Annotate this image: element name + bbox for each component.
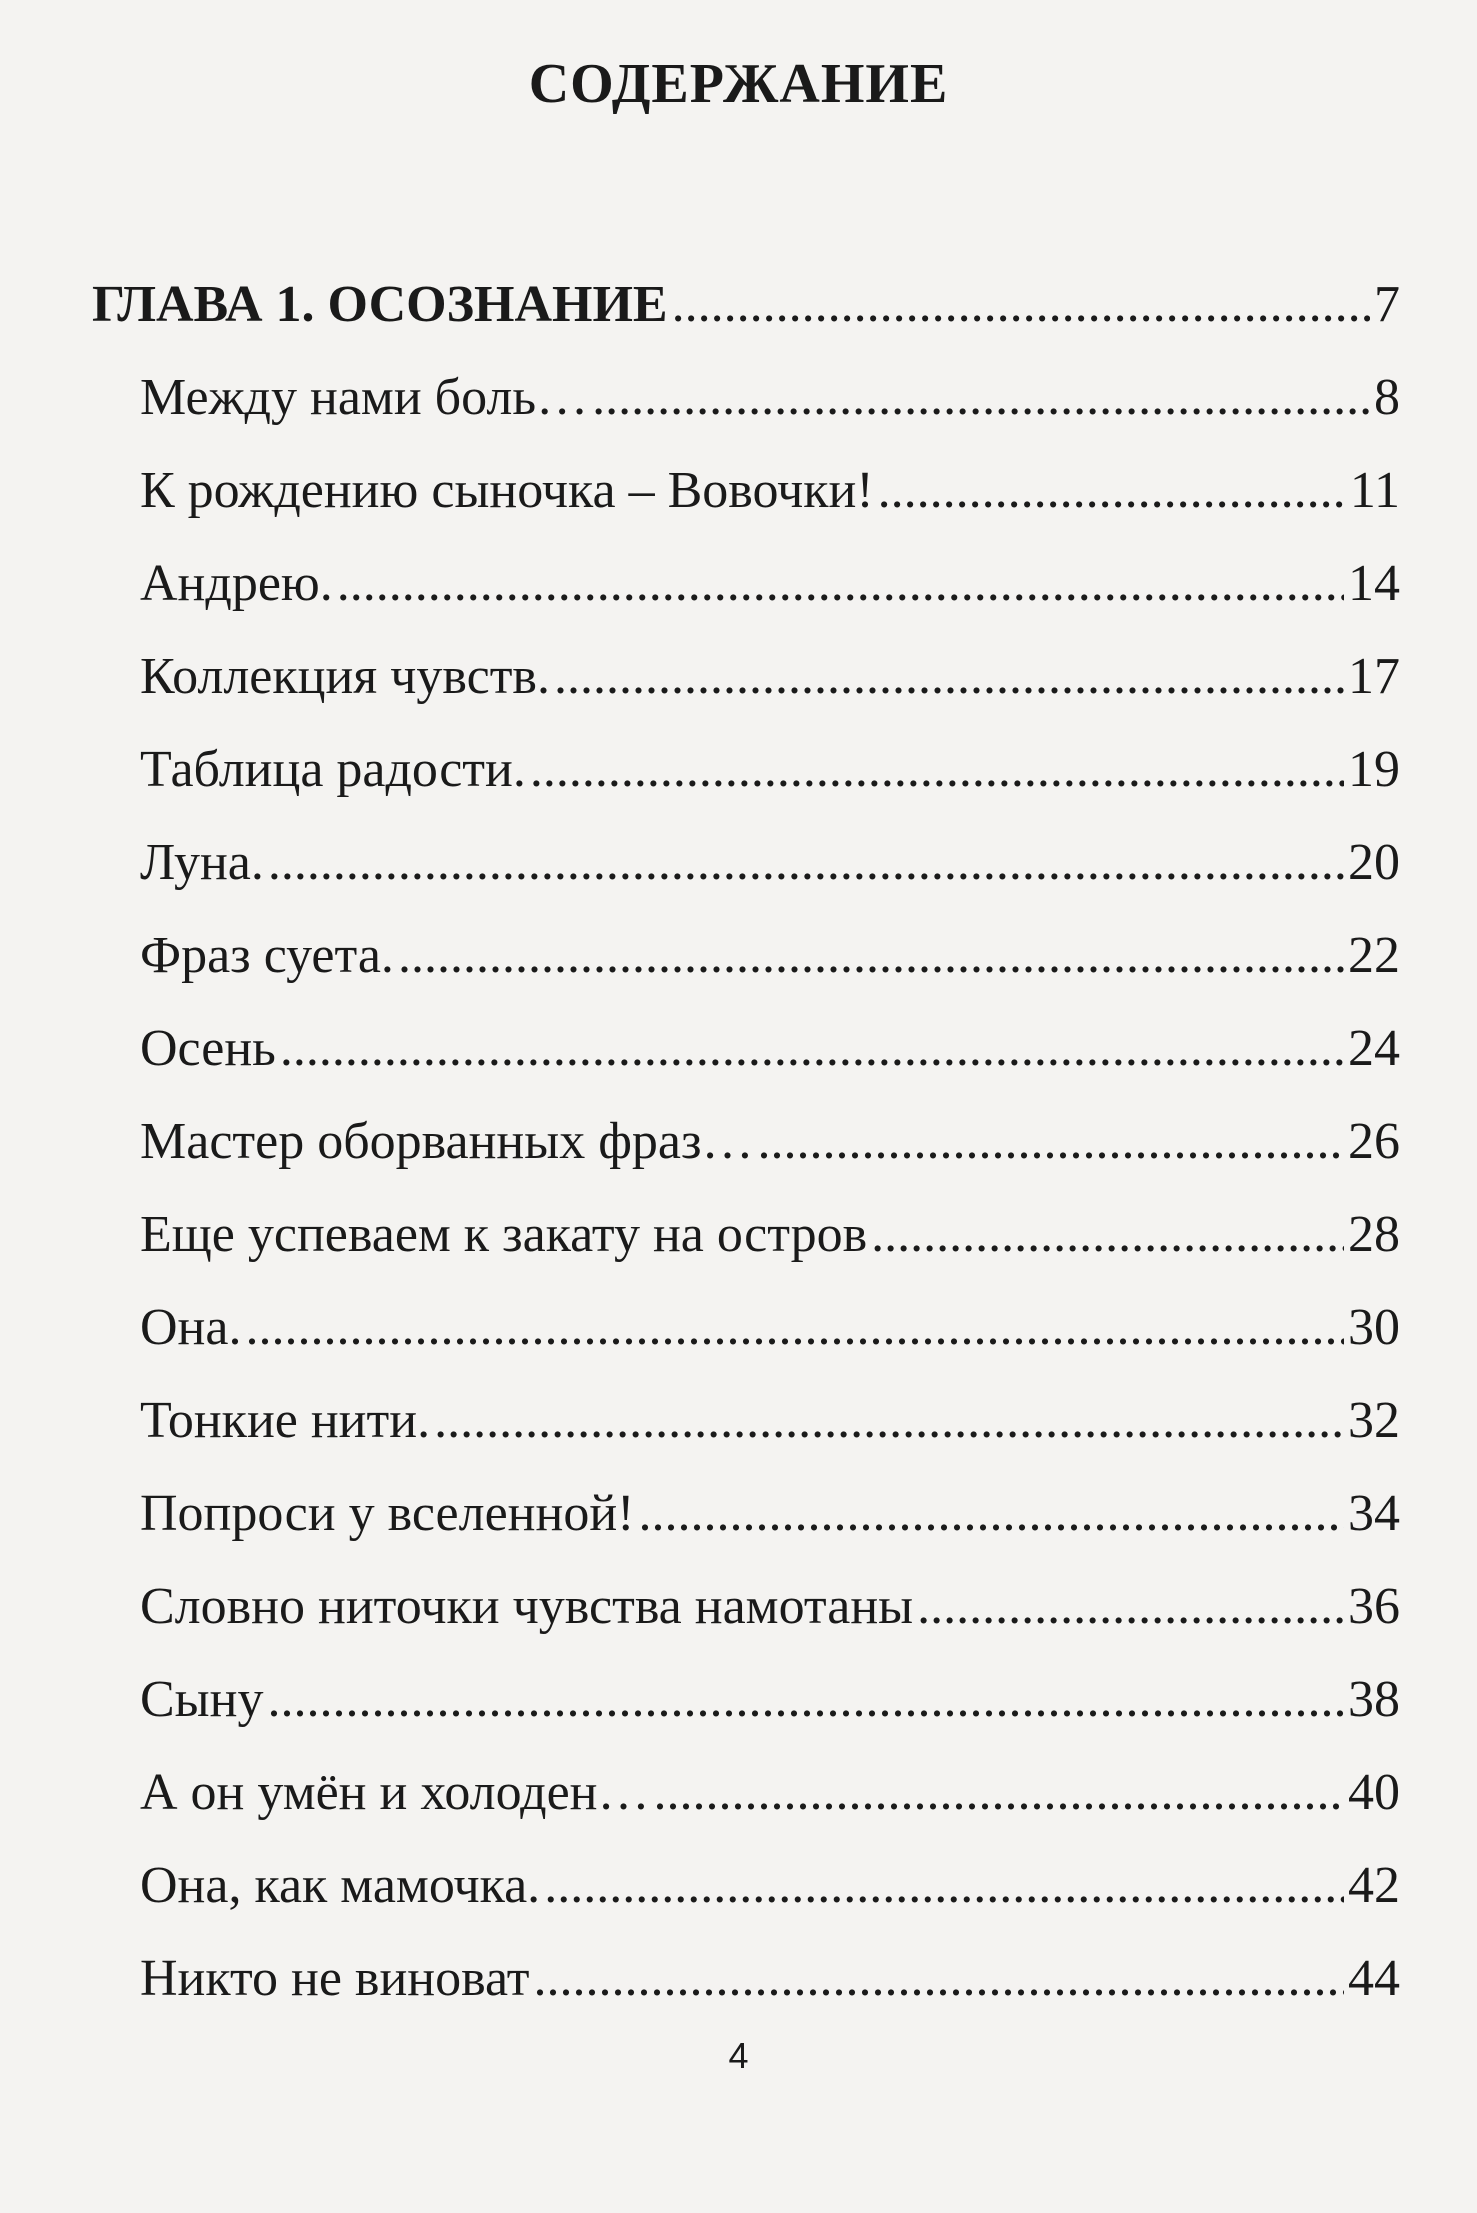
toc-entry-page: 26 — [1348, 1113, 1400, 1170]
toc-entry-title: Она. — [140, 1299, 242, 1356]
toc-entry-page: 28 — [1348, 1206, 1400, 1263]
toc-leader — [533, 1939, 1344, 2019]
toc-entry-title: Мастер оборванных фраз… — [140, 1113, 754, 1170]
toc-entry-title: Между нами боль… — [140, 369, 589, 426]
toc-entry-title: Луна. — [140, 834, 264, 891]
toc-leader — [267, 1660, 1344, 1740]
toc-leader — [758, 1102, 1344, 1182]
toc-entry-page: 8 — [1374, 369, 1400, 426]
page-number: 4 — [728, 2035, 749, 2076]
toc-leader — [672, 265, 1370, 345]
toc-entry-title: Сыну — [140, 1671, 264, 1728]
toc-entry — [140, 544, 1400, 624]
toc-leader — [654, 1753, 1345, 1833]
toc-entry — [140, 1381, 1400, 1461]
toc-entry-title: Коллекция чувств. — [140, 648, 550, 705]
toc-leader — [268, 823, 1344, 903]
toc-entry-page: 40 — [1348, 1764, 1400, 1821]
toc-leader — [544, 1846, 1344, 1926]
toc-entry — [140, 1846, 1400, 1926]
toc-entry — [140, 1009, 1400, 1089]
toc-entry-page: 24 — [1348, 1020, 1400, 1077]
toc-entry-title: Еще успеваем к закату на остров — [140, 1206, 868, 1263]
toc-entry — [140, 1753, 1400, 1833]
toc-leader — [878, 451, 1346, 531]
toc-entry-title: К рождению сыночка – Вовочки! — [140, 462, 874, 519]
toc-entry-page: 36 — [1348, 1578, 1400, 1635]
toc-entry-title: А он умён и холоден… — [140, 1764, 650, 1821]
toc-entry-page: 11 — [1349, 462, 1400, 519]
toc-leader — [398, 916, 1344, 996]
toc-entry-title: Словно ниточки чувства намотаны — [140, 1578, 914, 1635]
toc-entry — [140, 1195, 1400, 1275]
toc-leader — [434, 1381, 1344, 1461]
toc-entry-page: 44 — [1348, 1950, 1400, 2007]
toc-leader — [530, 730, 1344, 810]
toc-entry — [140, 823, 1400, 903]
toc-entry — [140, 1939, 1400, 2019]
toc-entry-title: Фраз суета. — [140, 927, 394, 984]
toc-entry-page: 38 — [1348, 1671, 1400, 1728]
toc-entry-title: Осень — [140, 1020, 276, 1077]
toc-entry — [140, 358, 1400, 438]
toc-entry-page: 19 — [1348, 741, 1400, 798]
toc-chapter-title: ГЛАВА 1. ОСОЗНАНИЕ — [92, 276, 668, 333]
toc-entry-title: Попроси у вселенной! — [140, 1485, 635, 1542]
toc-leader — [554, 637, 1344, 717]
page-title: СОДЕРЖАНИЕ — [528, 53, 949, 115]
toc-leader — [245, 1288, 1344, 1368]
toc-entry-page: 22 — [1348, 927, 1400, 984]
toc-entry — [140, 451, 1400, 531]
toc-entry-page: 14 — [1348, 555, 1400, 612]
toc-chapter-page: 7 — [1374, 276, 1400, 333]
toc-entry — [140, 1660, 1400, 1740]
toc-entry-page: 34 — [1348, 1485, 1400, 1542]
toc-leader — [337, 544, 1344, 624]
toc-entry-page: 32 — [1348, 1392, 1400, 1449]
toc-entry — [140, 637, 1400, 717]
toc-entry-title: Никто не виноват — [140, 1950, 530, 2007]
toc-leader — [871, 1195, 1344, 1275]
toc-entry-title: Тонкие нити. — [140, 1392, 431, 1449]
toc-leader — [917, 1567, 1344, 1647]
toc-entry — [140, 730, 1400, 810]
toc-entry-page: 42 — [1348, 1857, 1400, 1914]
toc-entry — [140, 1567, 1400, 1647]
toc-entry — [140, 1288, 1400, 1368]
toc-entry — [140, 1474, 1400, 1554]
toc-entry-title: Андрею. — [140, 555, 333, 612]
toc-leader — [638, 1474, 1344, 1554]
toc-chapter-row — [92, 265, 1400, 345]
toc-entry-title: Таблица радости. — [140, 741, 526, 798]
toc-entry-title: Она, как мамочка. — [140, 1857, 541, 1914]
toc-entry-page: 20 — [1348, 834, 1400, 891]
toc-entry-page: 17 — [1348, 648, 1400, 705]
toc-entry-page: 30 — [1348, 1299, 1400, 1356]
toc-leader — [592, 358, 1370, 438]
toc-entry — [140, 916, 1400, 996]
toc-leader — [280, 1009, 1344, 1089]
toc-entry — [140, 1102, 1400, 1182]
